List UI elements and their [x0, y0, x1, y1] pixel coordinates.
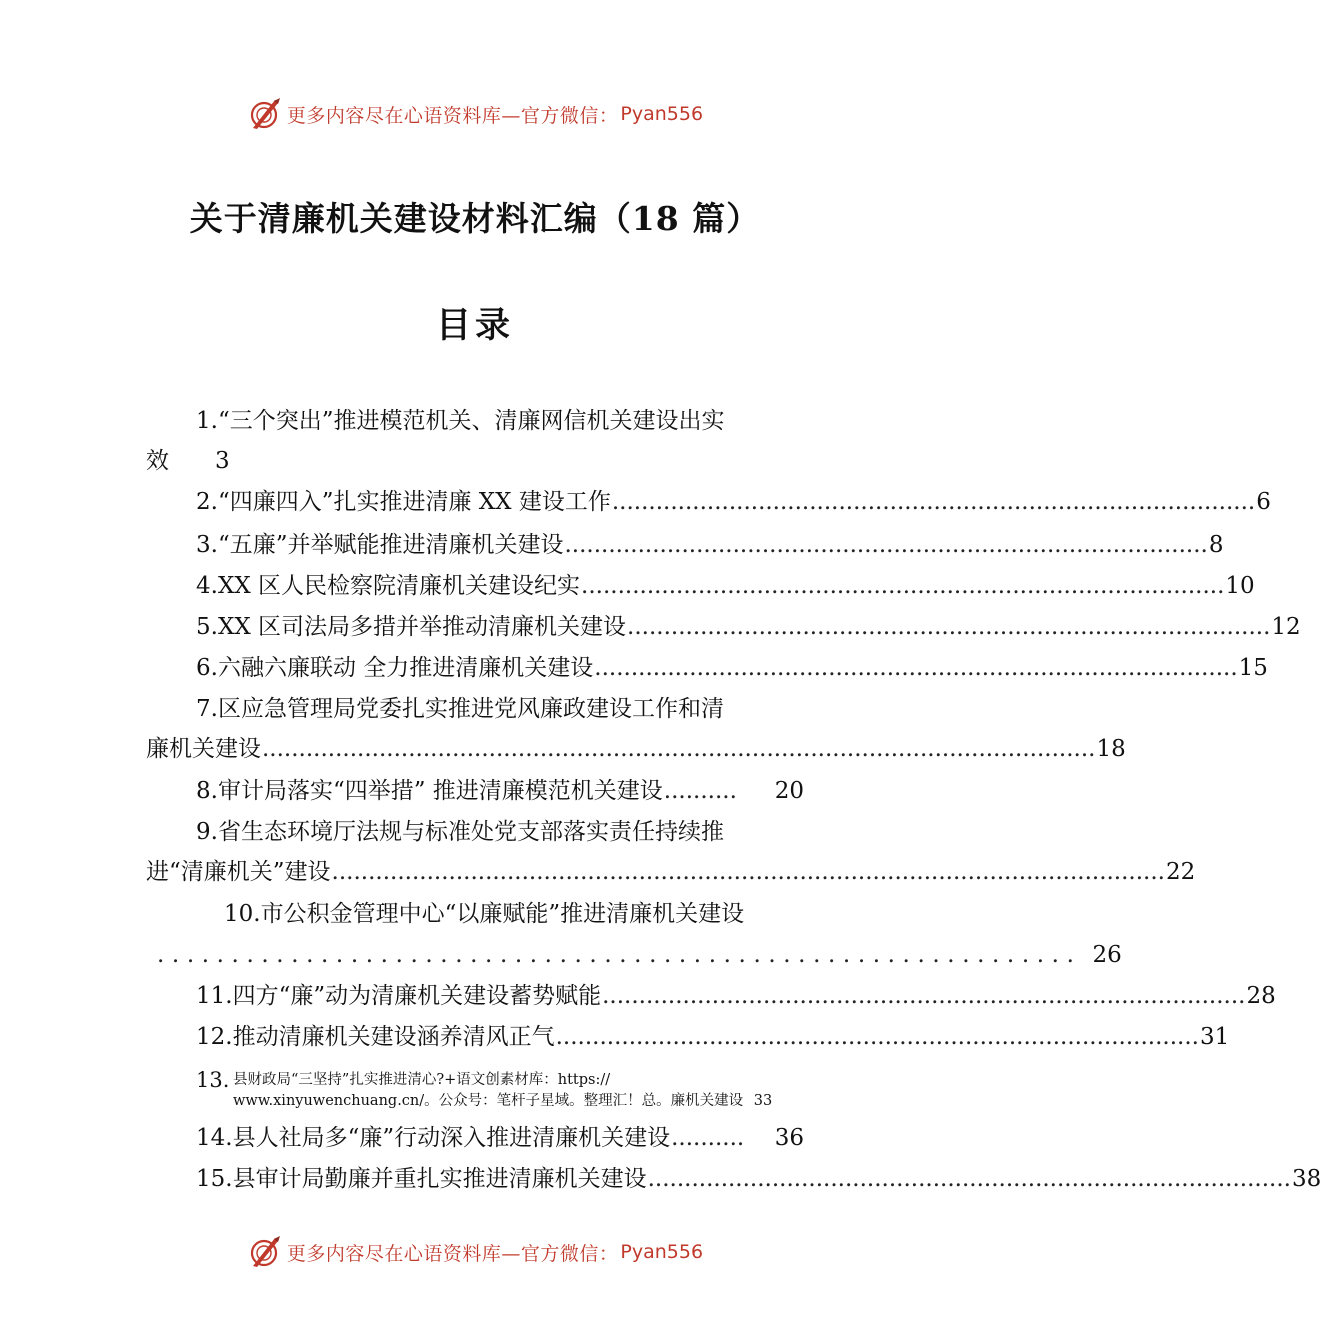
toc-item-title: 6.六融六廉联动 全力推进清廉机关建设 — [196, 655, 594, 681]
toc-page-number: 6 — [1256, 489, 1271, 515]
toc-item-10-line2[interactable] — [156, 940, 1122, 970]
toc-item-title: 3.“五廉”并举赋能推进清廉机关建设 — [196, 532, 564, 558]
toc-item-title: 进“清廉机关”建设 — [146, 859, 331, 885]
toc-leader-dots: ........................................................................................ — [602, 983, 1246, 1009]
toc-page-number: 33 — [753, 1093, 773, 1109]
toc-leader-dots: .......... — [663, 778, 737, 804]
toc-item-6[interactable] — [196, 653, 1268, 683]
quill-logo-icon — [247, 96, 283, 132]
banner-text: 更多内容尽在心语资料库—官方微信： — [286, 1242, 619, 1265]
toc-item-13-line1[interactable] — [233, 1070, 610, 1090]
toc-item-title: 7.区应急管理局党委扎实推进党风廉政建设工作和清 — [196, 696, 724, 722]
toc-item-title: 9.省生态环境厅法规与标准处党支部落实责任持续推 — [196, 819, 724, 845]
banner-wechat-id: Pyan556 — [620, 103, 704, 125]
toc-leader-dots: ........................................................................................ — [594, 655, 1238, 681]
toc-page-number: 8 — [1208, 532, 1224, 558]
toc-leader-dots: ........................................................................................ — [581, 573, 1225, 599]
toc-item-4[interactable] — [196, 571, 1255, 601]
toc-page-number: 15 — [1238, 655, 1268, 681]
toc-item-2[interactable] — [196, 487, 1271, 517]
toc-leader-dots: ........................................................................................ — [647, 1166, 1291, 1192]
toc-page-number: 28 — [1246, 983, 1276, 1009]
toc-page-number: 10 — [1225, 573, 1255, 599]
toc-item-7-line1[interactable] — [196, 694, 724, 724]
header-watermark-banner — [0, 94, 950, 134]
toc-leader-dots: .............................................................. — [157, 942, 1082, 968]
toc-item-title: 2.“四廉四入”扎实推进清廉 XX 建设工作 — [196, 489, 611, 515]
toc-item-9-line1[interactable] — [196, 817, 724, 847]
toc-item-title: 5.XX 区司法局多措并举推动清廉机关建设 — [196, 614, 627, 640]
toc-leader-dots: ........................................................................................ — [611, 489, 1256, 515]
toc-leader-dots: ........................................................................................ — [627, 614, 1271, 640]
toc-heading: 目录 — [435, 305, 514, 346]
toc-item-5[interactable] — [196, 612, 1301, 642]
toc-item-10-line1[interactable] — [224, 899, 744, 929]
toc-item-15[interactable] — [196, 1164, 1321, 1194]
toc-item-title: 12.推动清廉机关建设涵养清风正气 — [196, 1024, 555, 1050]
footer-watermark-banner — [0, 1232, 950, 1272]
toc-item-title: 15.县审计局勤廉并重扎实推进清廉机关建设 — [196, 1166, 647, 1192]
toc-item-13-line2[interactable] — [233, 1091, 772, 1111]
toc-page-number: 31 — [1199, 1024, 1230, 1050]
banner-wechat-id: Pyan556 — [620, 1241, 704, 1263]
toc-item-title: 效 — [146, 448, 169, 474]
toc-page-number: 22 — [1166, 859, 1196, 885]
toc-leader-dots: ........................................................................................ — [564, 532, 1208, 558]
toc-item-title: 县财政局“三坚持”扎实推进清心?+语文创素材库：https:// — [233, 1072, 611, 1088]
toc-item-title: 11.四方“廉”动为清廉机关建设蓄势赋能 — [196, 983, 602, 1009]
toc-page-number: 36 — [774, 1125, 804, 1151]
toc-page-number: 26 — [1092, 942, 1122, 968]
toc-item-11[interactable] — [196, 981, 1276, 1011]
toc-item-title: 10.市公积金管理中心“以廉赋能”推进清廉机关建设 — [224, 901, 745, 927]
toc-item-3[interactable] — [196, 530, 1224, 560]
toc-item-14[interactable] — [196, 1123, 804, 1153]
toc-item-9-line2[interactable] — [146, 857, 1196, 887]
toc-page-number: 12 — [1271, 614, 1301, 640]
toc-page-number: 18 — [1096, 736, 1126, 762]
toc-item-1-line1[interactable] — [196, 406, 724, 436]
toc-item-13-number: 13. — [196, 1068, 230, 1092]
toc-leader-dots: .......... — [671, 1125, 745, 1151]
toc-item-title: 14.县人社局多“廉”行动深入推进清廉机关建设 — [196, 1125, 671, 1151]
toc-item-7-line2[interactable] — [146, 734, 1126, 764]
toc-item-title: 1.“三个突出”推进模范机关、清廉网信机关建设出实 — [196, 408, 725, 434]
toc-item-1-line2[interactable] — [146, 446, 230, 476]
toc-leader-dots: .................................................................................................................. — [262, 736, 1096, 762]
toc-item-title: 8.审计局落实“四举措” 推进清廉模范机关建设 — [196, 778, 663, 804]
toc-item-title: www.xinyuwenchuang.cn/。公众号：笔杆子星域。整理汇！总。廉机关建设 — [233, 1093, 744, 1109]
document-title: 关于清廉机关建设材料汇编（18 篇） — [189, 199, 761, 238]
toc-item-title: 4.XX 区人民检察院清廉机关建设纪实 — [196, 573, 581, 599]
quill-logo-icon — [247, 1234, 283, 1270]
toc-page-number: 38 — [1291, 1166, 1321, 1192]
toc-page-number: 3 — [215, 448, 230, 474]
toc-item-title: 廉机关建设 — [146, 736, 261, 762]
toc-page-number: 20 — [774, 778, 804, 804]
toc-leader-dots: ........................................................................................ — [555, 1024, 1199, 1050]
banner-text: 更多内容尽在心语资料库—官方微信： — [286, 104, 619, 127]
toc-item-8[interactable] — [196, 776, 804, 806]
toc-item-12[interactable] — [196, 1022, 1230, 1052]
toc-leader-dots: .................................................................................................................. — [331, 859, 1165, 885]
